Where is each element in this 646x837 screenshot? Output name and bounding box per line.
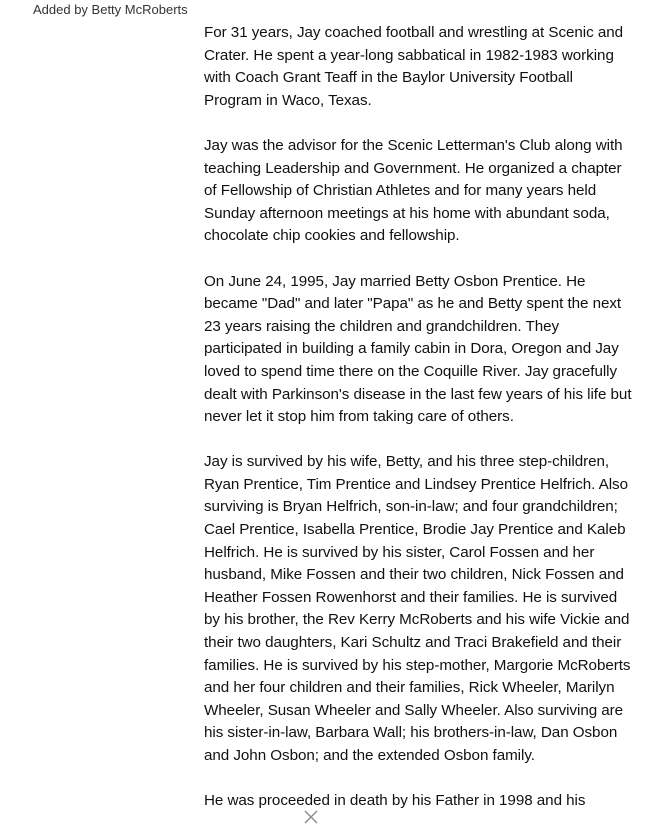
bottom-cutoff <box>0 816 646 837</box>
obituary-paragraph-2: Jay was the advisor for the Scenic Letterman's Club along with teaching Leadership and Government. He organized a chapter of Fellowship of Christian Athletes and for many years held Sunday afternoon meetings at his home with abundant soda, chocolate chip cookies and fellowship. <box>204 136 623 245</box>
obituary-scan <box>204 22 632 835</box>
obituary-paragraph-1: For 31 years, Jay coached football and wrestling at Scenic and Crater. He spent a year-long sabbatical in 1982-1983 working with Coach Grant Teaff in the Baylor University Football Program in Waco, Texas. <box>204 24 624 109</box>
added-by-caption: Added by Betty McRoberts <box>33 2 188 17</box>
obituary-paragraph-4: Jay is survived by his wife, Betty, and his three step-children, Ryan Prentice, Tim Prentice and Lindsey Prentice Helfrich. Also surviving is Bryan Helfrich, son-in-law; and four grandchildren; Cael Prentice, Isabella Prentice, Brodie Jay Prentice and Kaleb Helfrich. He is survived by his sister, Carol Fossen and her husband, Mike Fossen and their two children, Nick Fossen and Heather Fossen Rowenhorst and their families. He is survived by his brother, the Rev Kerry McRoberts and his wife Vickie and their two daughters, Kari Schultz and Traci Brakefield and their families. He is survived by his step-mother, Margorie McRoberts and her four children and their families, Rick Wheeler, Marilyn Wheeler, Susan Wheeler and Sally Wheeler. Also surviving are his sister-in-law, Barbara Wall; his brothers-in-law, Dan Osbon and John Osbon; and the extended Osbon family. <box>204 453 631 764</box>
obituary-paragraph-3: On June 24, 1995, Jay married Betty Osbon Prentice. He became "Dad" and later "Papa" as he and Betty spent the next 23 years raising the children and grandchildren. They participated in building a family cabin in Dora, Oregon and Jay loved to spend time there on the Coquille River. Jay gracefully dealt with Parkinson's disease in the last few years of his life but never let it stop him from taking care of others. <box>204 272 632 426</box>
obituary-paragraph-5: He was proceeded in death by his Father in 1998 and his <box>204 792 586 810</box>
close-icon[interactable] <box>302 808 320 826</box>
